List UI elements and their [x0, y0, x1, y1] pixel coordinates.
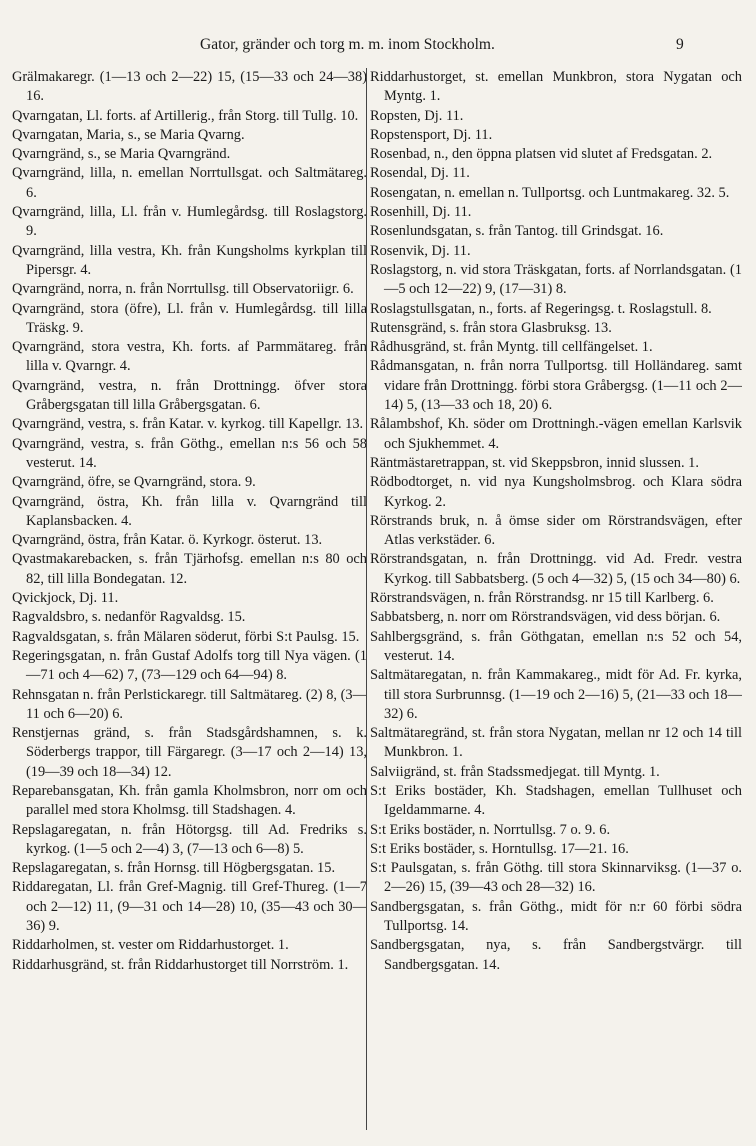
street-entry: Qvastmakarebacken, s. från Tjärhofsg. emellan n:s 80 och 82, till lilla Bondegatan. 12.	[12, 551, 367, 587]
street-entry: S:t Eriks bostäder, Kh. Stadshagen, emellan Tullhuset och Igeldammarne. 4.	[370, 782, 742, 819]
street-entry: Rörstrands bruk, n. å ömse sider om Rörstrandsvägen, efter Atlas verkstäder. 6.	[370, 512, 742, 549]
street-entry: S:t Eriks bostäder, s. Horntullsg. 17—21. 16.	[370, 840, 629, 857]
street-entry: Saltmätaregatan, n. från Kammakareg., midt för Ad. Fr. kyrka, till stora Surbrunnsg. (1—19 och 2—16) 5, (21—33 och 18—32) 6.	[370, 667, 742, 722]
street-entry: Rosenhill, Dj. 11.	[370, 204, 472, 221]
street-entry: Qvarngränd, lilla, n. emellan Norrtullsgat. och Saltmätareg. 6.	[12, 165, 367, 201]
street-entry: Qvarngränd, lilla vestra, Kh. från Kungsholms kyrkplan till Pipersgr. 4.	[12, 242, 367, 278]
page-number: 9	[676, 36, 684, 53]
street-entry: Rådhusgränd, st. från Myntg. till cellfängelset. 1.	[370, 339, 653, 356]
left-column	[12, 68, 367, 1122]
street-entry: Rådmansgatan, n. från norra Tullportsg. till Holländareg. samt vidare från Drottningg. förbi stora Gråbergsg. (1—11 och 2—14) 5, (13—33 och 18, 20) 6.	[370, 358, 742, 414]
street-entry: Sandbergsgatan, s. från Göthg., midt för n:r 60 förbi södra Tullportsg. 14.	[370, 898, 742, 935]
street-entry: Riddarholmen, st. vester om Riddarhustorget. 1.	[12, 937, 289, 954]
running-title: Gator, gränder och torg m. m. inom Stockholm.	[200, 36, 495, 53]
street-entry: Roslagstullsgatan, n., forts. af Regeringsg. t. Roslagstull. 8.	[370, 300, 712, 317]
page-header	[0, 34, 756, 56]
street-entry: Qvarngränd, stora (öfre), Ll. från v. Humlegårdsg. till lilla Träskg. 9.	[12, 300, 367, 336]
street-entry: Riddarhustorget, st. emellan Munkbron, stora Nygatan och Myntg. 1.	[370, 69, 742, 105]
street-entry: Qvarngränd, vestra, s. från Katar. v. kyrkog. till Kapellgr. 13.	[12, 416, 364, 433]
street-entry: Rehnsgatan n. från Perlstickaregr. till Saltmätareg. (2) 8, (3—11 och 6—20) 6.	[12, 686, 367, 722]
street-entry: Qvarngränd, östra, från Katar. ö. Kyrkogr. österut. 13.	[12, 532, 323, 549]
street-entry: Rosenlundsgatan, s. från Tantog. till Grindsgat. 16.	[370, 223, 664, 240]
street-entry: S:t Eriks bostäder, n. Norrtullsg. 7 o. 9. 6.	[370, 821, 611, 838]
street-entry: Regeringsgatan, n. från Gustaf Adolfs torg till Nya vägen. (1—71 och 4—62) 7, (73—129 och 64—94) 8.	[12, 647, 367, 684]
street-entry: Sandbergsgatan, nya, s. från Sandbergstvärgr. till Sandbergsgatan. 14.	[370, 937, 742, 973]
street-entry: Sahlbergsgränd, s. från Göthgatan, emellan n:s 52 och 54, vesterut. 14.	[370, 628, 742, 664]
street-entry: Qvarngränd, östra, Kh. från lilla v. Qvarngränd till Kaplansbacken. 4.	[12, 493, 367, 529]
street-entry: Rörstrandsgatan, n. från Drottningg. vid Ad. Fredr. vestra Kyrkog. till Sabbatsberg. (5 och 4—32) 5, (15 och 34—80) 6.	[370, 551, 742, 587]
street-entry: Qvarngränd, stora vestra, Kh. forts. af Parmmätareg. från lilla v. Qvarngr. 4.	[12, 339, 367, 375]
street-entry: Ragvaldsgatan, s. från Mälaren söderut, förbi S:t Paulsg. 15.	[12, 628, 360, 645]
street-entry: Riddarhusgränd, st. från Riddarhustorget till Norrström. 1.	[12, 956, 349, 973]
street-entry: S:t Paulsgatan, s. från Göthg. till stora Skinnarviksg. (1—37 o. 2—26) 15, (39—43 och 28—32) 16.	[370, 860, 742, 896]
street-entry: Repslagaregatan, s. från Hornsg. till Högbergsgatan. 15.	[12, 860, 336, 877]
street-entry: Qvarngränd, öfre, se Qvarngränd, stora. 9.	[12, 474, 256, 491]
street-entry: Qvarngatan, Maria, s., se Maria Qvarng.	[12, 126, 245, 143]
street-entry: Ropstensport, Dj. 11.	[370, 126, 493, 143]
street-entry: Riddaregatan, Ll. från Gref-Magnig. till Gref-Thureg. (1—7 och 2—12) 11, (9—31 och 14—28) 10, (35—43 och 30—36) 9.	[12, 879, 367, 935]
column-divider	[366, 68, 367, 1130]
street-entry: Qvarngränd, vestra, n. från Drottningg. öfver stora Gråbergsgatan till lilla Gråbergsgatan. 6.	[12, 377, 367, 414]
street-entry: Sabbatsberg, n. norr om Rörstrandsvägen, vid dess början. 6.	[370, 609, 721, 626]
street-entry: Salviigränd, st. från Stadssmedjegat. till Myntg. 1.	[370, 763, 660, 780]
street-entry: Grälmakaregr. (1—13 och 2—22) 15, (15—33 och 24—38) 16.	[12, 69, 367, 105]
street-entry: Rosendal, Dj. 11.	[370, 165, 470, 182]
street-entry: Rosengatan, n. emellan n. Tullportsg. och Luntmakareg. 32. 5.	[370, 184, 730, 201]
street-entry: Roslagstorg, n. vid stora Träskgatan, forts. af Norrlandsgatan. (1—5 och 12—22) 9, (17—31) 8.	[370, 261, 742, 298]
street-entry: Saltmätaregränd, st. från stora Nygatan, mellan nr 12 och 14 till Munkbron. 1.	[370, 725, 742, 761]
street-entry: Rörstrandsvägen, n. från Rörstrandsg. nr 15 till Karlberg. 6.	[370, 590, 714, 607]
street-entry: Rödbodtorget, n. vid nya Kungsholmsbrog. och Klara södra Kyrkog. 2.	[370, 474, 742, 510]
street-entry: Rålambshof, Kh. söder om Drottningh.-vägen emellan Karlsvik och Sjukhemmet. 4.	[370, 416, 742, 452]
street-entry: Rutensgränd, s. från stora Glasbruksg. 13.	[370, 319, 612, 336]
street-entry: Qvarngränd, lilla, Ll. från v. Humlegårdsg. till Roslagstorg. 9.	[12, 204, 367, 240]
street-entry: Qvarngränd, vestra, s. från Göthg., emellan n:s 56 och 58 vesterut. 14.	[12, 435, 367, 471]
street-entry: Qvarngränd, s., se Maria Qvarngränd.	[12, 146, 231, 163]
street-entry: Qvarngränd, norra, n. från Norrtullsg. till Observatoriigr. 6.	[12, 281, 354, 298]
right-column	[370, 68, 742, 1122]
street-entry: Ropsten, Dj. 11.	[370, 107, 464, 124]
street-entry: Reparebansgatan, Kh. från gamla Kholmsbron, norr om och parallel med stora Kholmsg. till Stadshagen. 4.	[12, 782, 367, 819]
street-entry: Qvarngatan, Ll. forts. af Artillerig., från Storg. till Tullg. 10.	[12, 107, 359, 124]
street-entry: Ragvaldsbro, s. nedanför Ragvaldsg. 15.	[12, 609, 246, 626]
street-entry: Renstjernas gränd, s. från Stadsgårdshamnen, s. k. Söderbergs trappor, till Färgaregr. (3—17 och 2—14) 13, (19—39 och 18—34) 12.	[12, 725, 367, 780]
street-entry: Repslagaregatan, n. från Hötorgsg. till Ad. Fredriks s. kyrkog. (1—5 och 2—4) 3, (7—13 och 6—8) 5.	[12, 821, 367, 857]
street-entry: Qvickjock, Dj. 11.	[12, 590, 119, 607]
street-entry: Rosenvik, Dj. 11.	[370, 242, 471, 259]
street-entry: Räntmästaretrappan, st. vid Skeppsbron, innid slussen. 1.	[370, 454, 699, 471]
street-entry: Rosenbad, n., den öppna platsen vid slutet af Fredsgatan. 2.	[370, 146, 713, 163]
